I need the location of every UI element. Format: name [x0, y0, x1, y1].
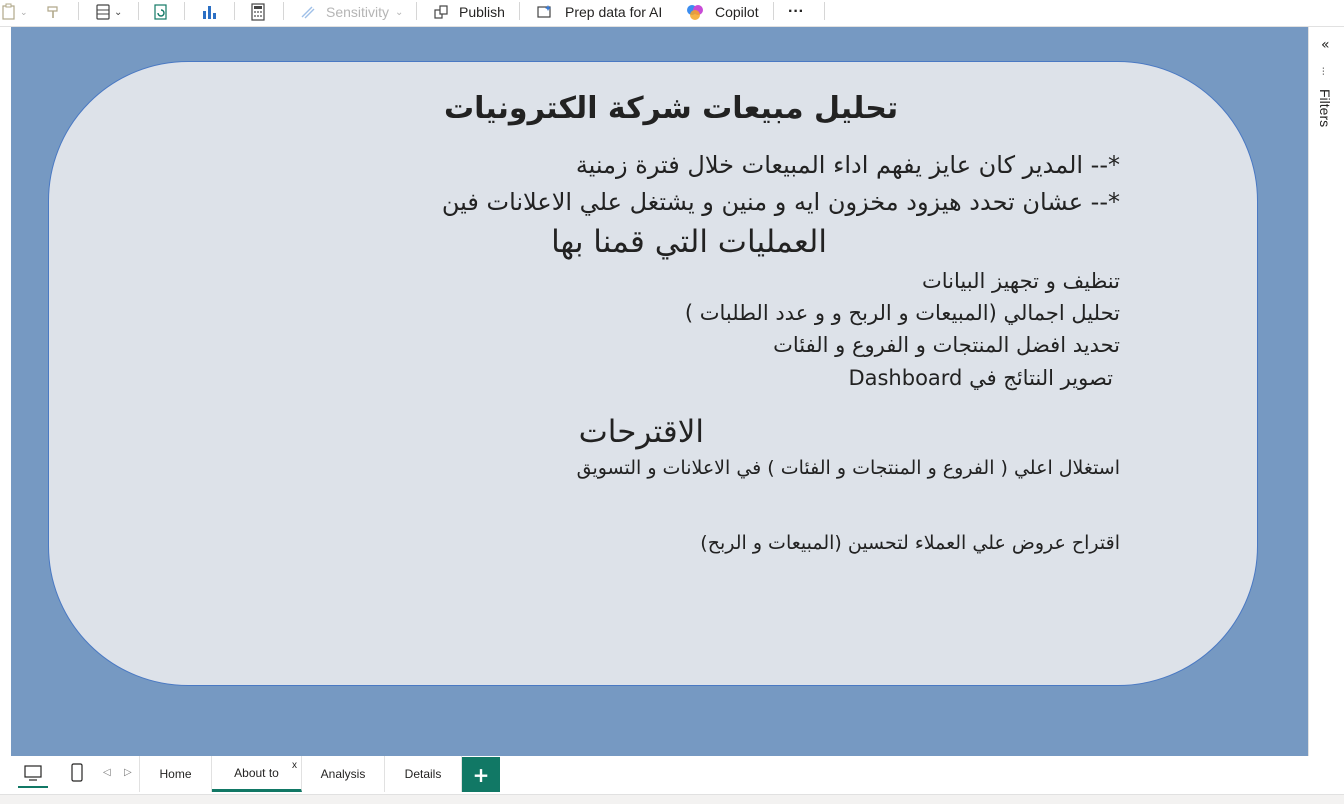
publish-label: Publish — [459, 4, 505, 20]
filter-toggle-icon[interactable]: ⫶ — [1322, 67, 1325, 78]
format-painter-button[interactable] — [44, 0, 64, 24]
operation-item: تحليل اجمالي (المبيعات و الربح و و عدد الطلبات ) — [684, 301, 1120, 325]
chevron-down-icon: ⌄ — [20, 6, 28, 17]
more-options-button[interactable]: ··· — [788, 3, 804, 20]
refresh-icon — [151, 2, 171, 22]
chevron-down-icon: ⌄ — [114, 6, 123, 18]
ribbon-toolbar — [0, 0, 1344, 27]
left-edge — [0, 27, 11, 756]
intro-line: *-- المدير كان عايز يفهم اداء المبيعات خلال فترة زمنية — [575, 151, 1120, 179]
mobile-view-icon[interactable] — [70, 763, 84, 787]
sensitivity-label: Sensitivity — [326, 4, 390, 20]
suggestions-heading: الاقترحات — [578, 414, 704, 450]
tab-label: Details — [404, 767, 442, 781]
sensitivity-button[interactable] — [298, 0, 403, 24]
report-canvas — [11, 27, 1308, 756]
calculator-button[interactable] — [248, 0, 268, 24]
suggestion-item: اقتراح عروض علي العملاء لتحسين (المبيعات و الربح) — [700, 532, 1120, 554]
paste-icon — [0, 2, 20, 22]
publish-button[interactable] — [431, 0, 505, 24]
scroll-right-icon[interactable]: ▷ — [124, 767, 132, 778]
operation-item: تصوير النتائج في Dashboard — [848, 366, 1113, 390]
collapse-chevron-icon[interactable]: « — [1321, 37, 1330, 53]
copilot-button[interactable] — [685, 0, 759, 24]
prep-data-icon — [535, 2, 555, 22]
tab-label: About to — [234, 765, 279, 780]
prep-data-button[interactable] — [535, 0, 662, 24]
add-page-button[interactable]: + — [462, 757, 500, 792]
format-painter-icon — [44, 2, 64, 22]
operation-item: تنظيف و تجهيز البيانات — [922, 269, 1120, 293]
filters-label[interactable]: Filters — [1317, 89, 1333, 128]
database-icon — [94, 2, 114, 22]
new-visual-button[interactable] — [199, 0, 219, 24]
desktop-view-icon[interactable] — [24, 764, 42, 786]
calculator-icon — [248, 2, 268, 22]
refresh-button[interactable] — [151, 0, 171, 24]
close-icon[interactable]: x — [292, 760, 297, 771]
copilot-icon — [685, 2, 705, 22]
tab-label: Home — [159, 767, 192, 781]
status-bar — [0, 794, 1344, 804]
tab-label: Analysis — [320, 767, 366, 781]
scroll-left-icon[interactable]: ◁ — [103, 767, 111, 778]
sensitivity-icon — [298, 2, 318, 22]
tab-about-to[interactable] — [212, 756, 302, 792]
intro-line: *-- عشان تحدد هيزود مخزون ايه و منين و يشتغل علي الاعلانات فين — [441, 188, 1120, 216]
tab-details[interactable] — [385, 756, 462, 792]
publish-icon — [431, 2, 451, 22]
bar-chart-icon — [199, 2, 219, 22]
tab-analysis[interactable] — [302, 756, 385, 792]
operations-heading: العمليات التي قمنا بها — [551, 224, 827, 260]
page-tab-bar — [0, 756, 1344, 794]
chevron-down-icon: ⌄ — [395, 6, 404, 18]
slide-title: تحليل مبيعات شركة الكترونيات — [444, 91, 899, 126]
suggestion-item: استغلال اعلي ( الفروع و المنتجات و الفئات ) في الاعلانات و التسويق — [576, 457, 1120, 479]
operation-item: تحديد افضل المنتجات و الفروع و الفئات — [773, 333, 1120, 357]
get-data-button[interactable] — [94, 0, 122, 24]
paste-button[interactable] — [0, 0, 28, 24]
prep-data-label: Prep data for AI — [565, 4, 663, 20]
copilot-label: Copilot — [715, 4, 759, 20]
filters-pane — [1308, 27, 1344, 756]
tab-home[interactable] — [140, 756, 212, 792]
